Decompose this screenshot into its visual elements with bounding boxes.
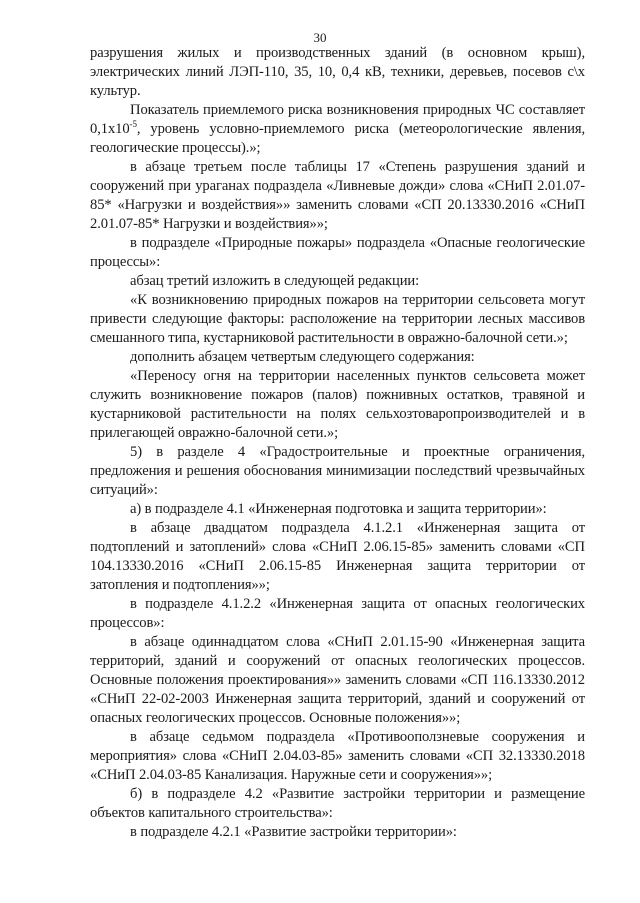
- page-number: 30: [313, 30, 327, 45]
- paragraph-text: абзац третий изложить в следующей редакции:: [130, 273, 420, 289]
- paragraph: [90, 234, 585, 272]
- paragraph-text: 5) в разделе 4 «Градостроительные и проектные ограничения, предложения и решения обоснования минимизации последствий чрезвычайных ситуаций»:: [90, 444, 585, 498]
- paragraph-text: разрушения жилых и производственных зданий (в основном крыш), электрических линий ЛЭП-110, 35, 10, 0,4 кВ, техники, деревьев, посевов с\х культур.: [90, 45, 585, 99]
- paragraph-text: «Переносу огня на территории населенных пунктов сельсовета может служить возникновение пожаров (палов) пожнивных остатков, травяной и кустарниковой растительности на полях сельхозтоваропроизводителей и в прилегающей овражно-балочной сети.»;: [90, 368, 585, 441]
- paragraph-text: Показатель приемлемого риска возникновения природных ЧС составляет 0,1х10: [90, 102, 585, 137]
- paragraph: [90, 519, 585, 595]
- document-body: [90, 44, 585, 842]
- paragraph-text: в подразделе 4.1.2.2 «Инженерная защита от опасных геологических процессов»:: [90, 596, 585, 631]
- paragraph-text: в абзаце одиннадцатом слова «СНиП 2.01.15-90 «Инженерная защита территорий, зданий и сооружений от опасных геологических процессов. Основные положения проектирования»» заменить словами «СП 116.13330.2012 «СНиП 22-02-2003 Инженерная защита территорий, зданий и сооружений от опасных геологических процессов. Основные положения»»;: [90, 634, 585, 726]
- paragraph: [90, 443, 585, 500]
- paragraph-text: в абзаце двадцатом подраздела 4.1.2.1 «Инженерная защита от подтоплений и затоплений» слова «СНиП 2.06.15-85» заменить словами «СП 104.13330.2016 «СНиП 2.06.15-85 Инженерная защита территории от затопления и подтопления»»;: [90, 520, 585, 593]
- paragraph: [90, 348, 585, 367]
- paragraph-text: в подразделе «Природные пожары» подраздела «Опасные геологические процессы»:: [90, 235, 585, 270]
- paragraph-text: дополнить абзацем четвертым следующего содержания:: [130, 349, 475, 365]
- paragraph-text-tail: , уровень условно-приемлемого риска (метеорологические явления, геологические процессы).»;: [90, 121, 585, 156]
- paragraph-text: в абзаце седьмом подраздела «Противооползневые сооружения и мероприятия» слова «СНиП 2.04.03-85» заменить словами «СП 32.13330.2018 «СНиП 2.04.03-85 Канализация. Наружные сети и сооружения»»;: [90, 729, 585, 783]
- paragraph: [90, 101, 585, 158]
- paragraph: [90, 785, 585, 823]
- paragraph-text: в абзаце третьем после таблицы 17 «Степень разрушения зданий и сооружений при ураганах подраздела «Ливневые дожди» слова «СНиП 2.01.07-85* «Нагрузки и воздействия»» заменить словами «СП 20.13330.2016 «СНиП 2.01.07-85* Нагрузки и воздействия»»;: [90, 159, 585, 232]
- paragraph-text: «К возникновению природных пожаров на территории сельсовета могут привести следующие факторы: расположение на территории лесных массивов смешанного типа, кустарниковой растительности в овражно-балочной сети.»;: [90, 292, 585, 346]
- paragraph: [90, 272, 585, 291]
- paragraph: [90, 367, 585, 443]
- paragraph: [90, 728, 585, 785]
- paragraph: [90, 158, 585, 234]
- paragraph-text: в подразделе 4.2.1 «Развитие застройки территории»:: [130, 824, 457, 840]
- superscript: -5: [129, 119, 137, 130]
- paragraph-text: а) в подразделе 4.1 «Инженерная подготовка и защита территории»:: [130, 501, 547, 517]
- paragraph: [90, 633, 585, 728]
- paragraph: [90, 291, 585, 348]
- paragraph: [90, 823, 585, 842]
- paragraph: [90, 500, 585, 519]
- paragraph: [90, 44, 585, 101]
- paragraph: [90, 595, 585, 633]
- paragraph-text: б) в подразделе 4.2 «Развитие застройки территории и размещение объектов капитального строительства»:: [90, 786, 585, 821]
